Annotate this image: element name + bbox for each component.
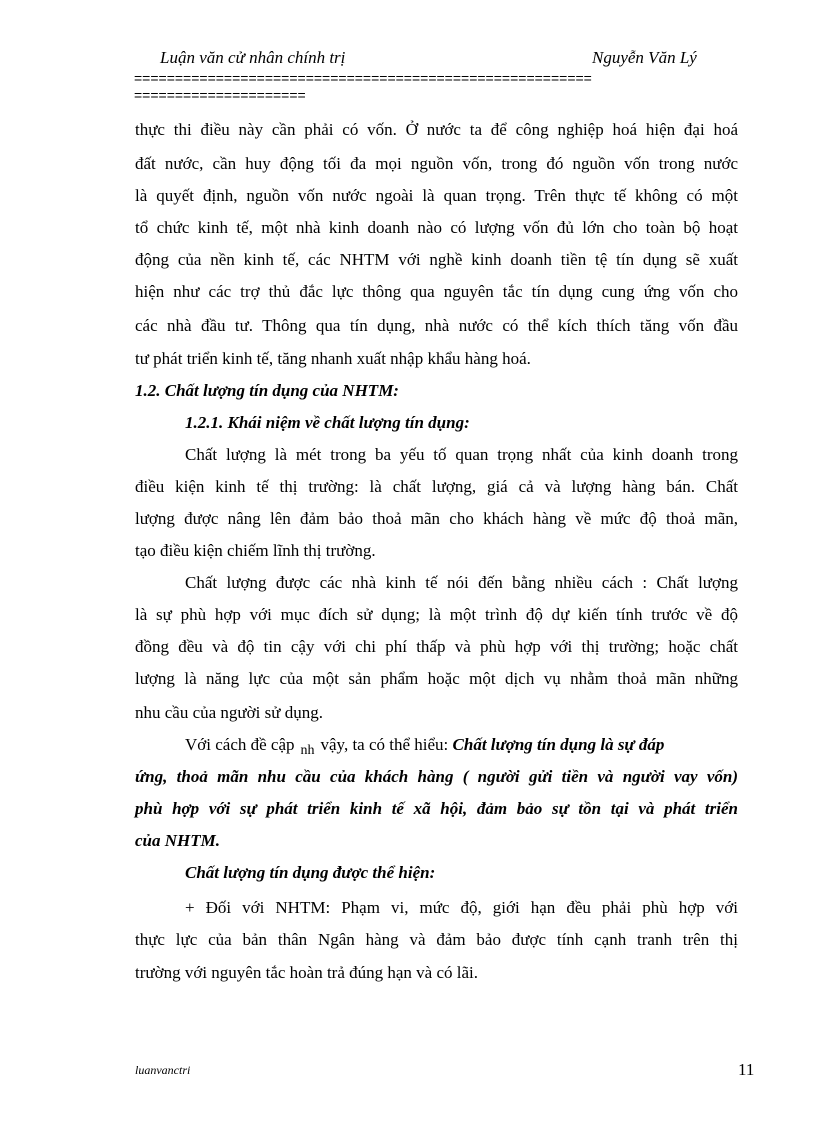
body-line: thực thi điều này cần phải có vốn. Ở nước ta để công nghiệp hoá hiện đại hoá [135, 120, 738, 139]
definition-emphasis-line: phù hợp với sự phát triển kinh tế xã hội, đảm bảo sự tồn tại và phát triển [135, 799, 738, 818]
definition-lead-a: Với cách đề cập [185, 735, 295, 754]
body-line: + Đối với NHTM: Phạm vi, mức độ, giới hạn đều phải phù hợp với [185, 898, 738, 917]
body-line: thực lực của bản thân Ngân hàng và đảm bảo được tính cạnh tranh trên thị [135, 930, 738, 949]
definition-lead-small: nh [300, 743, 315, 758]
body-line: lượng là năng lực của một sản phẩm hoặc một dịch vụ nhằm thoả mãn những [135, 669, 738, 688]
body-line: Chất lượng là mét trong ba yếu tố quan trọng nhất của kinh doanh trong [185, 445, 738, 464]
definition-emphasis-line: của NHTM. [135, 831, 220, 850]
body-line: tổ chức kinh tế, một nhà kinh doanh nào có lượng vốn đủ lớn cho toàn bộ hoạt [135, 218, 738, 237]
body-line: động của nền kinh tế, các NHTM với nghề kinh doanh tiền tệ tín dụng sẽ xuất [135, 250, 738, 269]
footer-label: luanvanctri [135, 1063, 191, 1077]
header-rule-line-2: ===================== [134, 87, 306, 103]
body-line: tư phát triển kinh tế, tăng nhanh xuất nhập khẩu hàng hoá. [135, 349, 531, 368]
header-rule-line-1: ======================================================== [134, 70, 592, 86]
body-line: tạo điều kiện chiếm lĩnh thị trường. [135, 541, 376, 560]
inline-heading: Chất lượng tín dụng được thể hiện: [185, 863, 436, 882]
body-line: Chất lượng được các nhà kinh tế nói đến bằng nhiều cách : Chất lượng [185, 573, 738, 592]
body-line: điều kiện kinh tế thị trường: là chất lượng, giá cả và lượng hàng bán. Chất [135, 477, 738, 496]
body-line: đất nước, cần huy động tối đa mọi nguồn vốn, trong đó nguồn vốn trong nước [135, 154, 738, 173]
body-line: là quyết định, nguồn vốn nước ngoài là quan trọng. Trên thực tế không có một [135, 186, 738, 205]
body-line: nhu cầu của người sử dụng. [135, 703, 323, 722]
body-line: là sự phù hợp với mục đích sử dụng; là một trình độ dự kiến tính trước về độ [135, 605, 738, 624]
body-line: các nhà đầu tư. Thông qua tín dụng, nhà nước có thể kích thích tăng vốn đầu [135, 316, 738, 335]
running-header-title: Luận văn cử nhân chính trị [160, 48, 346, 67]
definition-lead-line [185, 735, 738, 757]
body-line: trường với nguyên tắc hoàn trả đúng hạn và có lãi. [135, 963, 479, 982]
section-heading: 1.2. Chất lượng tín dụng của NHTM: [135, 381, 399, 400]
subsection-heading: 1.2.1. Khái niệm về chất lượng tín dụng: [185, 413, 470, 432]
running-header-author: Nguyễn Văn Lý [592, 48, 697, 67]
definition-emphasis-start: Chất lượng tín dụng là sự đáp [452, 735, 665, 754]
definition-emphasis-line: ứng, thoả mãn nhu cầu của khách hàng ( người gửi tiền và người vay vốn) [135, 767, 738, 786]
body-line: hiện như các trợ thủ đắc lực thông qua nguyên tắc tín dụng cung ứng vốn cho [135, 282, 738, 301]
body-line: lượng được nâng lên đảm bảo thoả mãn cho khách hàng về mức độ thoả mãn, [135, 509, 738, 528]
page-number: 11 [738, 1060, 755, 1079]
body-line: đồng đều và độ tin cậy với chi phí thấp và phù hợp với thị trường; hoặc chất [135, 637, 738, 656]
definition-lead-b: vậy, ta có thể hiểu: [320, 735, 449, 754]
